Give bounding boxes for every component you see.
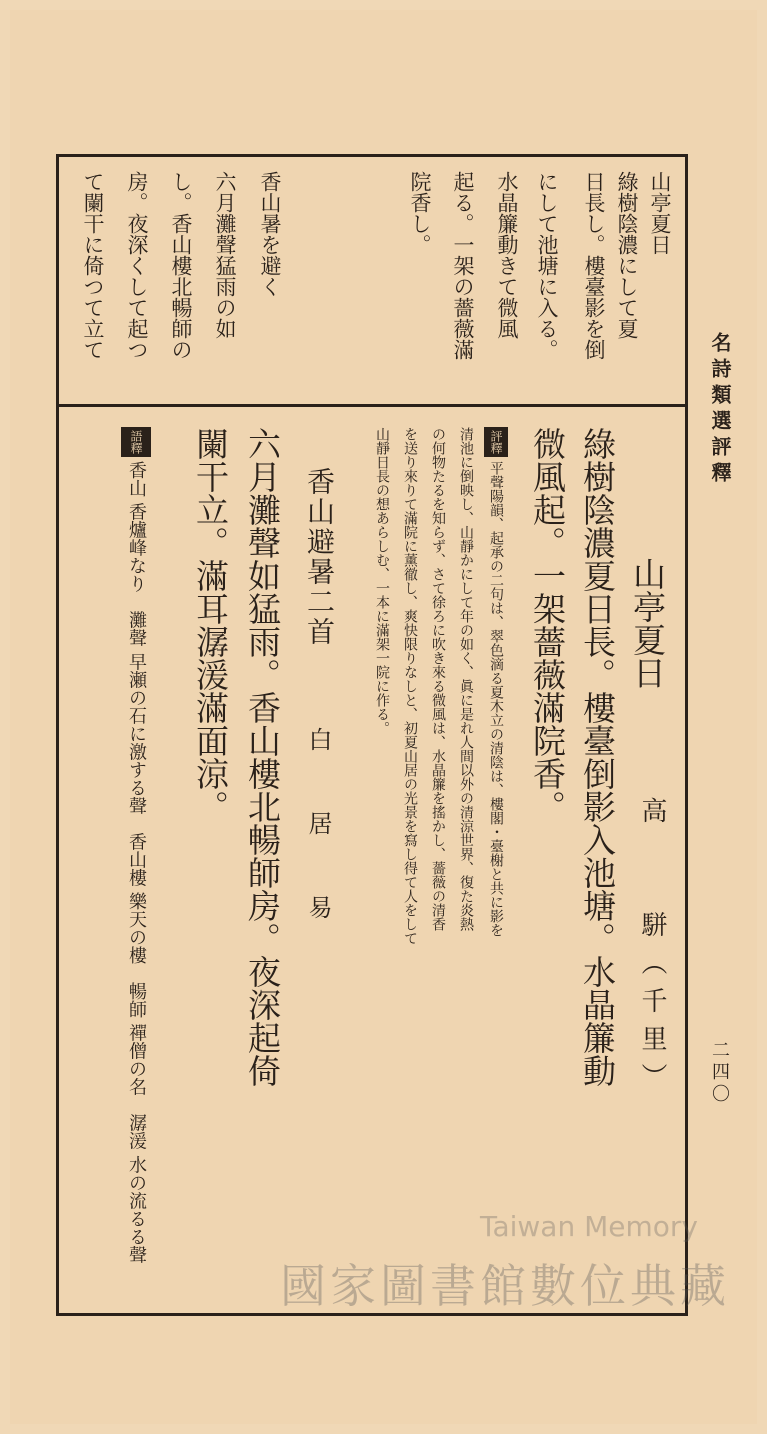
commentary-column: の何物たるを知らず、さて徐ろに吹き來る微風は、水晶簾を搖かし、薔薇の清香 [430, 427, 446, 931]
translation-column: 山亭夏日 [648, 171, 672, 255]
translation-box [59, 157, 685, 407]
book-page [10, 10, 757, 1424]
poem-title: 山亭夏日 [628, 557, 667, 689]
translation-column: 起る。一架の薔薇滿 [451, 171, 475, 360]
commentary-badge: 評釋 [484, 427, 508, 457]
translation-column: 水晶簾動きて微風 [495, 171, 519, 339]
translation-column: て闌干に倚つて立て [81, 171, 105, 360]
commentary-column: を送り來りて滿院に薰徹し、爽快限りなしと、初夏山居の光景を寫し得て人をして [402, 427, 418, 945]
translation-column: 日長し。樓臺影を倒 [582, 171, 606, 360]
poem-author: 白 居 易 [304, 727, 332, 937]
watermark-english: Taiwan Memory [480, 1210, 698, 1243]
translation-column: にして池塘に入る。 [535, 171, 559, 360]
text-frame [56, 154, 688, 1316]
translation-column: し。香山樓北暢師の [169, 171, 193, 360]
poem-line: 綠樹陰濃夏日長。樓臺倒影入池塘。水晶簾動 [578, 427, 617, 1087]
commentary-column [484, 427, 508, 937]
translation-column: 綠樹陰濃にして夏 [615, 171, 639, 339]
translation-column: 六月灘聲猛雨の如 [213, 171, 237, 339]
main-text [59, 407, 685, 1313]
translation-column: 香山暑を避く [258, 171, 282, 297]
translation-column: 房。夜深くして起つ [125, 171, 149, 360]
poem-line: 闌干立。滿耳潺湲滿面涼。 [191, 427, 230, 823]
running-header-title: 名詩類選評釋 [708, 332, 732, 488]
commentary-text: 平聲陽韻、起承の二句は、翠色滴る夏木立の清陰は、樓閣・臺榭と共に影を [488, 461, 504, 937]
glossary-badge: 語釋 [121, 427, 151, 457]
glossary-column [121, 427, 151, 1264]
glossary-text: 香山 香爐峰なり 灘聲 早瀬の石に激する聲 香山樓 樂天の樓 暢師 禪僧の名 潺湲 水の流るる聲 [126, 461, 147, 1264]
poem-author: 高 駢（千里） [637, 797, 667, 1101]
poem-title: 香山避暑二首 [303, 467, 336, 647]
watermark-chinese: 國家圖書館數位典藏 [280, 1259, 730, 1313]
poem-line: 微風起。一架薔薇滿院香。 [528, 427, 567, 823]
page-number: 二四〇 [709, 1040, 730, 1106]
poem-line: 六月灘聲如猛雨。香山樓北暢師房。夜深起倚 [243, 427, 282, 1087]
commentary-column: 山靜日長の想あらしむ、一本に滿架一院に作る。 [374, 427, 390, 735]
commentary-column: 清池に倒映し、山靜かにして年の如く、眞に是れ人間以外の清涼世界、復た炎熱 [458, 427, 474, 931]
translation-column: 院香し。 [408, 171, 432, 255]
